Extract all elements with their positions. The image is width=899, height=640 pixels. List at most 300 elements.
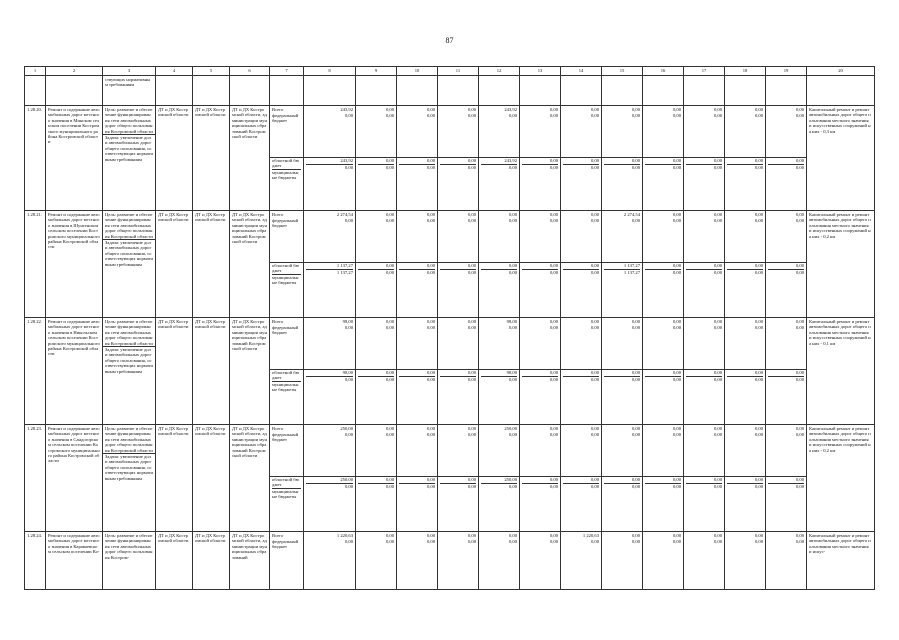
amount-value: 0,00 <box>672 212 681 217</box>
amount-value: 0,00 <box>467 426 476 431</box>
amount-value: 0,00 <box>344 113 353 118</box>
measure-name: Ремонт и содержание автомобильных дорог местного значения в Никольском сельском поселении Костромского муниципального района Костромской области <box>46 318 103 425</box>
amount-value: 0,00 <box>672 319 681 324</box>
amount-cell <box>479 532 520 590</box>
amount-value: 1 220,63 <box>582 533 599 538</box>
amount-value: 0,00 <box>440 483 476 490</box>
funding-source-cell <box>270 106 304 211</box>
amount-value: 0,00 <box>590 432 599 437</box>
amount-value: 0,00 <box>686 269 722 276</box>
amount-value: 1 137,27 <box>604 269 640 276</box>
measure-name: Ремонт и содержание автомобильных дорог местного значения в Сандогорском сельском поселении Костромского муниципального района Костромской области <box>46 425 103 532</box>
amount-value: 0,00 <box>385 113 394 118</box>
amount-cell <box>304 318 356 425</box>
amount-value: 0,00 <box>768 164 804 171</box>
amount-value: 0,00 <box>754 533 763 538</box>
funding-source-label: Всего <box>272 533 284 538</box>
amount-value: 0,00 <box>385 218 394 223</box>
responsible-executor: ДТ и ДХ Костромской области <box>156 211 193 318</box>
amount-cell <box>356 106 397 211</box>
amount-value: 0,00 <box>508 432 517 437</box>
co-executor: ДТ и ДХ Костромской области <box>193 318 230 425</box>
amount-value: 0,00 <box>426 533 435 538</box>
amount-value: 0,00 <box>713 432 722 437</box>
amount-value: 0,00 <box>356 476 396 483</box>
amount-value: 0,00 <box>590 113 599 118</box>
amount-value: 0,00 <box>385 212 394 217</box>
amount-value: 0,00 <box>795 212 804 217</box>
amount-cell <box>520 532 561 590</box>
amount-value: 1 220,63 <box>336 533 353 538</box>
amount-value: 0,00 <box>549 218 558 223</box>
amount-value: 0,00 <box>358 483 394 490</box>
amount-value: 0,00 <box>590 426 599 431</box>
amount-value: 0,00 <box>713 113 722 118</box>
amount-value: 0,00 <box>563 483 599 490</box>
amount-cell <box>725 211 766 318</box>
amount-value: 0,00 <box>438 369 478 376</box>
goal-task-cell <box>103 318 156 425</box>
funding-source-label: областной бюджет <box>270 476 303 488</box>
amount-cell <box>643 211 684 318</box>
amount-cell <box>520 318 561 425</box>
amount-value: 0,00 <box>522 269 558 276</box>
amount-value: 0,00 <box>467 113 476 118</box>
participants: ДТ и ДХ Костромской области, администрации муниципальных образований Костромской области <box>230 318 270 425</box>
amount-value: 0,00 <box>481 483 517 490</box>
amount-value: 0,00 <box>549 432 558 437</box>
funding-source-label: муниципальные бюджеты <box>272 169 301 181</box>
amount-cell <box>520 211 561 318</box>
table-row <box>25 318 875 425</box>
goal-text: Цель: развитие и обеспечение функционирования сети автомобильных дорог общего пользования Костромской области <box>105 107 153 134</box>
measure-name: Ремонт и содержание автомобильных дорог местного значения в Караваевском сельском поселении Ко- <box>46 532 103 590</box>
task-text: Задача: увеличение доли автомобильных дорог общего пользования, соответствующих нормативным требованиям <box>103 346 155 374</box>
amount-value: 0,00 <box>631 533 640 538</box>
amount-value: 1 137,27 <box>602 262 642 269</box>
amount-value: 0,00 <box>631 218 640 223</box>
amount-value: 0,00 <box>631 539 640 544</box>
task-text: Задача: увеличение доли автомобильных дорог общего пользования, соответствующих нормативным требованиям <box>103 134 155 162</box>
co-executor: ДТ и ДХ Костромской области <box>193 532 230 590</box>
amount-cell <box>561 425 602 532</box>
responsible-executor: ДТ и ДХ Костромской области <box>156 318 193 425</box>
participants: ДТ и ДХ Костромской области, администрации муниципальных образований Костромской области <box>230 211 270 318</box>
amount-value: 0,00 <box>520 262 560 269</box>
amount-value: 0,00 <box>356 262 396 269</box>
amount-cell <box>479 106 520 211</box>
goal-text: Цель: развитие и обеспечение функционирования сети автомобильных дорог общего пользования Костромской области <box>105 319 153 346</box>
amount-value: 0,00 <box>643 157 683 164</box>
amount-value: 0,00 <box>522 164 558 171</box>
amount-cell <box>561 532 602 590</box>
amount-value: 0,00 <box>672 113 681 118</box>
column-number: 1 <box>25 67 46 76</box>
amount-value: 243,92 <box>479 157 519 164</box>
amount-value: 0,00 <box>713 218 722 223</box>
amount-value: 0,00 <box>672 107 681 112</box>
task-continuation: ствующих нормативным требованиям <box>103 76 156 106</box>
funding-source-label: областной бюджет <box>270 369 303 381</box>
column-number: 4 <box>156 67 193 76</box>
amount-value: 0,00 <box>426 113 435 118</box>
table-row <box>25 532 875 590</box>
amount-value: 0,00 <box>426 319 435 324</box>
page-number: 87 <box>445 36 454 45</box>
amount-value: 243,92 <box>340 107 353 112</box>
amount-value: 250,00 <box>479 476 519 483</box>
amount-cell <box>684 532 725 590</box>
amount-value: 0,00 <box>549 325 558 330</box>
amount-value: 0,00 <box>645 164 681 171</box>
amount-cell <box>643 106 684 211</box>
amount-value: 0,00 <box>561 262 601 269</box>
amount-value: 0,00 <box>754 426 763 431</box>
column-number: 11 <box>438 67 479 76</box>
amount-value: 0,00 <box>520 157 560 164</box>
amount-value: 0,00 <box>306 164 353 171</box>
column-number: 5 <box>193 67 230 76</box>
amount-value: 0,00 <box>631 113 640 118</box>
goal-task-cell <box>103 211 156 318</box>
amount-cell <box>438 211 479 318</box>
column-number: 6 <box>230 67 270 76</box>
amount-cell <box>766 211 807 318</box>
amount-value: 0,00 <box>563 376 599 383</box>
goal-text: Цель: развитие и обеспечение функционирования сети автомобильных дорог общего пользования Костром- <box>105 533 153 560</box>
responsible-executor: ДТ и ДХ Костромской области <box>156 532 193 590</box>
expected-result: Капитальный ремонт и ремонт автомобильных дорог общего пользования местного значения и искусственных сооружений на них - 0,2 км <box>807 211 875 318</box>
funding-source-label: Всего <box>272 319 284 324</box>
amount-value: 0,00 <box>344 325 353 330</box>
amount-cell <box>397 318 438 425</box>
amount-value: 0,00 <box>768 376 804 383</box>
amount-value: 0,00 <box>467 212 476 217</box>
amount-value: 0,00 <box>467 218 476 223</box>
amount-value: 0,00 <box>385 325 394 330</box>
table-row <box>25 106 875 211</box>
column-number: 18 <box>725 67 766 76</box>
amount-value: 0,00 <box>604 164 640 171</box>
amount-value: 0,00 <box>481 269 517 276</box>
amount-cell <box>643 532 684 590</box>
amount-value: 0,00 <box>713 212 722 217</box>
amount-value: 0,00 <box>725 157 765 164</box>
amount-cell <box>643 425 684 532</box>
amount-value: 2 274,54 <box>623 212 640 217</box>
amount-value: 0,00 <box>590 212 599 217</box>
amount-value: 0,00 <box>522 376 558 383</box>
amount-value: 0,00 <box>795 113 804 118</box>
amount-value: 0,00 <box>399 376 435 383</box>
amount-value: 0,00 <box>631 107 640 112</box>
amount-value: 0,00 <box>754 539 763 544</box>
column-number: 19 <box>766 67 807 76</box>
funding-source-label: Всего <box>272 212 284 217</box>
amount-value: 0,00 <box>768 269 804 276</box>
amount-value: 0,00 <box>713 426 722 431</box>
amount-value: 0,00 <box>426 212 435 217</box>
amount-cell <box>479 211 520 318</box>
expected-result: Капитальный ремонт и ремонт автомобильных дорог общего пользования местного значения и искусственных сооружений на них - 0,1 км <box>807 318 875 425</box>
amount-value: 0,00 <box>672 432 681 437</box>
column-number: 7 <box>270 67 304 76</box>
amount-value: 0,00 <box>754 319 763 324</box>
amount-value: 0,00 <box>385 539 394 544</box>
column-number: 8 <box>304 67 356 76</box>
amount-value: 0,00 <box>795 426 804 431</box>
amount-value: 0,00 <box>631 319 640 324</box>
row-id: 1.28.22. <box>25 318 46 425</box>
amount-value: 0,00 <box>426 107 435 112</box>
amount-value: 0,00 <box>385 533 394 538</box>
amount-value: 0,00 <box>795 218 804 223</box>
amount-value: 0,00 <box>713 533 722 538</box>
amount-cell <box>684 318 725 425</box>
amount-value: 0,00 <box>467 319 476 324</box>
amount-value: 0,00 <box>754 432 763 437</box>
row-id: 1.28.20. <box>25 106 46 211</box>
amount-value: 0,00 <box>672 325 681 330</box>
amount-value: 0,00 <box>399 164 435 171</box>
amount-value: 0,00 <box>399 483 435 490</box>
amount-value: 0,00 <box>795 107 804 112</box>
amount-value: 0,00 <box>768 483 804 490</box>
column-number: 10 <box>397 67 438 76</box>
amount-value: 0,00 <box>549 533 558 538</box>
amount-value: 0,00 <box>563 269 599 276</box>
column-number: 14 <box>561 67 602 76</box>
funding-source-label: федеральный бюджет <box>272 218 299 229</box>
amount-cell <box>602 318 643 425</box>
amount-value: 0,00 <box>631 426 640 431</box>
amount-value: 0,00 <box>602 157 642 164</box>
amount-value: 0,00 <box>397 369 437 376</box>
amount-value: 0,00 <box>438 157 478 164</box>
column-number: 3 <box>103 67 156 76</box>
amount-cell <box>520 106 561 211</box>
funding-source-cell <box>270 318 304 425</box>
amount-value: 0,00 <box>795 432 804 437</box>
column-number: 9 <box>356 67 397 76</box>
amount-value: 0,00 <box>520 476 560 483</box>
amount-value: 0,00 <box>766 476 806 483</box>
amount-value: 250,00 <box>304 476 355 483</box>
amount-value: 0,00 <box>604 376 640 383</box>
amount-value: 0,00 <box>426 325 435 330</box>
amount-value: 0,00 <box>672 426 681 431</box>
goal-text: Цель: развитие и обеспечение функционирования сети автомобильных дорог общего пользования Костромской области <box>105 426 153 453</box>
amount-value: 0,00 <box>520 369 560 376</box>
amount-value: 0,00 <box>645 376 681 383</box>
participants: ДТ и ДХ Костромской области, администрации муниципальных образований Костромской области <box>230 106 270 211</box>
amount-value: 0,00 <box>725 262 765 269</box>
amount-value: 0,00 <box>467 325 476 330</box>
amount-value: 0,00 <box>631 432 640 437</box>
amount-value: 0,00 <box>549 212 558 217</box>
amount-value: 0,00 <box>754 107 763 112</box>
amount-cell <box>438 318 479 425</box>
amount-value: 0,00 <box>549 107 558 112</box>
column-number: 17 <box>684 67 725 76</box>
row-id: 1.28.24. <box>25 532 46 590</box>
amount-value: 2 274,54 <box>336 212 353 217</box>
amount-value: 0,00 <box>467 107 476 112</box>
amount-value: 98,00 <box>304 369 355 376</box>
column-number: 20 <box>807 67 875 76</box>
amount-cell <box>561 318 602 425</box>
amount-value: 0,00 <box>631 325 640 330</box>
amount-value: 243,92 <box>304 157 355 164</box>
amount-value: 0,00 <box>508 539 517 544</box>
amount-value: 0,00 <box>549 319 558 324</box>
amount-value: 0,00 <box>672 533 681 538</box>
continuation-row <box>25 76 875 106</box>
amount-cell <box>397 532 438 590</box>
amount-value: 1 137,27 <box>306 269 353 276</box>
amount-value: 0,00 <box>397 476 437 483</box>
amount-value: 0,00 <box>684 157 724 164</box>
amount-value: 0,00 <box>397 262 437 269</box>
amount-cell <box>766 318 807 425</box>
amount-cell <box>479 318 520 425</box>
responsible-executor: ДТ и ДХ Костромской области <box>156 425 193 532</box>
amount-value: 0,00 <box>713 319 722 324</box>
amount-value: 0,00 <box>438 262 478 269</box>
amount-value: 0,00 <box>602 369 642 376</box>
funding-source-label: муниципальные бюджеты <box>272 274 301 286</box>
amount-cell <box>304 532 356 590</box>
amount-value: 0,00 <box>563 164 599 171</box>
amount-value: 0,00 <box>385 426 394 431</box>
amount-value: 0,00 <box>561 157 601 164</box>
amount-value: 0,00 <box>684 476 724 483</box>
amount-value: 0,00 <box>440 376 476 383</box>
amount-value: 0,00 <box>356 369 396 376</box>
column-number: 16 <box>643 67 684 76</box>
amount-value: 0,00 <box>522 483 558 490</box>
column-number: 13 <box>520 67 561 76</box>
amount-value: 0,00 <box>754 325 763 330</box>
co-executor: ДТ и ДХ Костромской области <box>193 425 230 532</box>
amount-value: 0,00 <box>438 476 478 483</box>
amount-value: 0,00 <box>590 218 599 223</box>
amount-value: 0,00 <box>754 212 763 217</box>
task-text: Задача: увеличение доли автомобильных дорог общего пользования, соответствующих нормативным требованиям <box>103 239 155 267</box>
expected-result: Капитальный ремонт и ремонт автомобильных дорог общего пользования местного значения и искусственных сооружений на них - 0,2 км <box>807 425 875 532</box>
amount-cell <box>602 532 643 590</box>
amount-value: 0,00 <box>467 432 476 437</box>
amount-value: 0,00 <box>795 325 804 330</box>
amount-value: 0,00 <box>713 325 722 330</box>
amount-value: 0,00 <box>306 376 353 383</box>
amount-value: 0,00 <box>684 369 724 376</box>
responsible-executor: ДТ и ДХ Костромской области <box>156 106 193 211</box>
co-executor: ДТ и ДХ Костромской области <box>193 106 230 211</box>
amount-value: 98,00 <box>506 319 517 324</box>
amount-value: 0,00 <box>686 376 722 383</box>
row-id: 1.28.21. <box>25 211 46 318</box>
goal-text: Цель: развитие и обеспечение функционирования сети автомобильных дорог общего пользования Костромской области <box>105 212 153 239</box>
amount-value: 250,00 <box>340 426 353 431</box>
amount-value: 0,00 <box>440 164 476 171</box>
amount-value: 0,00 <box>549 113 558 118</box>
table-row <box>25 211 875 318</box>
amount-value: 0,00 <box>590 319 599 324</box>
amount-value: 0,00 <box>766 369 806 376</box>
amount-cell <box>561 106 602 211</box>
amount-value: 0,00 <box>561 476 601 483</box>
amount-value: 1 137,27 <box>304 262 355 269</box>
amount-cell <box>520 425 561 532</box>
amount-value: 0,00 <box>754 218 763 223</box>
amount-value: 0,00 <box>467 539 476 544</box>
goal-task-cell <box>103 532 156 590</box>
amount-cell <box>602 211 643 318</box>
amount-value: 0,00 <box>508 113 517 118</box>
funding-source-label: областной бюджет <box>270 157 303 169</box>
amount-value: 0,00 <box>672 218 681 223</box>
goal-task-cell <box>103 106 156 211</box>
amount-cell <box>725 318 766 425</box>
amount-value: 0,00 <box>590 539 599 544</box>
funding-source-label: муниципальные бюджеты <box>272 381 301 393</box>
amount-value: 0,00 <box>399 269 435 276</box>
amount-cell <box>438 106 479 211</box>
amount-value: 0,00 <box>385 319 394 324</box>
amount-value: 0,00 <box>549 426 558 431</box>
amount-value: 0,00 <box>672 539 681 544</box>
funding-source-label: Всего <box>272 426 284 431</box>
amount-value: 0,00 <box>508 325 517 330</box>
amount-value: 0,00 <box>356 157 396 164</box>
amount-value: 0,00 <box>467 533 476 538</box>
funding-source-cell <box>270 532 304 590</box>
amount-value: 0,00 <box>479 262 519 269</box>
column-number: 12 <box>479 67 520 76</box>
amount-value: 0,00 <box>754 113 763 118</box>
amount-value: 0,00 <box>426 432 435 437</box>
amount-cell <box>602 425 643 532</box>
amount-value: 0,00 <box>686 483 722 490</box>
amount-value: 0,00 <box>508 533 517 538</box>
amount-value: 0,00 <box>725 369 765 376</box>
amount-value: 0,00 <box>645 483 681 490</box>
funding-source-label: Всего <box>272 107 284 112</box>
amount-value: 243,92 <box>504 107 517 112</box>
amount-cell <box>356 532 397 590</box>
amount-value: 0,00 <box>795 319 804 324</box>
amount-value: 0,00 <box>344 218 353 223</box>
amount-value: 0,00 <box>508 212 517 217</box>
amount-cell <box>304 211 356 318</box>
amount-value: 0,00 <box>727 376 763 383</box>
column-number: 2 <box>46 67 103 76</box>
participants: ДТ и ДХ Костромской области, администрации муниципальных образований <box>230 532 270 590</box>
amount-value: 0,00 <box>358 269 394 276</box>
amount-value: 0,00 <box>590 107 599 112</box>
column-number: 15 <box>602 67 643 76</box>
amount-value: 0,00 <box>727 269 763 276</box>
amount-cell <box>643 318 684 425</box>
amount-value: 0,00 <box>686 164 722 171</box>
amount-cell <box>397 425 438 532</box>
row-id: 1.28.23. <box>25 425 46 532</box>
amount-value: 0,00 <box>344 432 353 437</box>
amount-value: 0,00 <box>604 483 640 490</box>
amount-value: 0,00 <box>549 539 558 544</box>
co-executor: ДТ и ДХ Костромской области <box>193 211 230 318</box>
